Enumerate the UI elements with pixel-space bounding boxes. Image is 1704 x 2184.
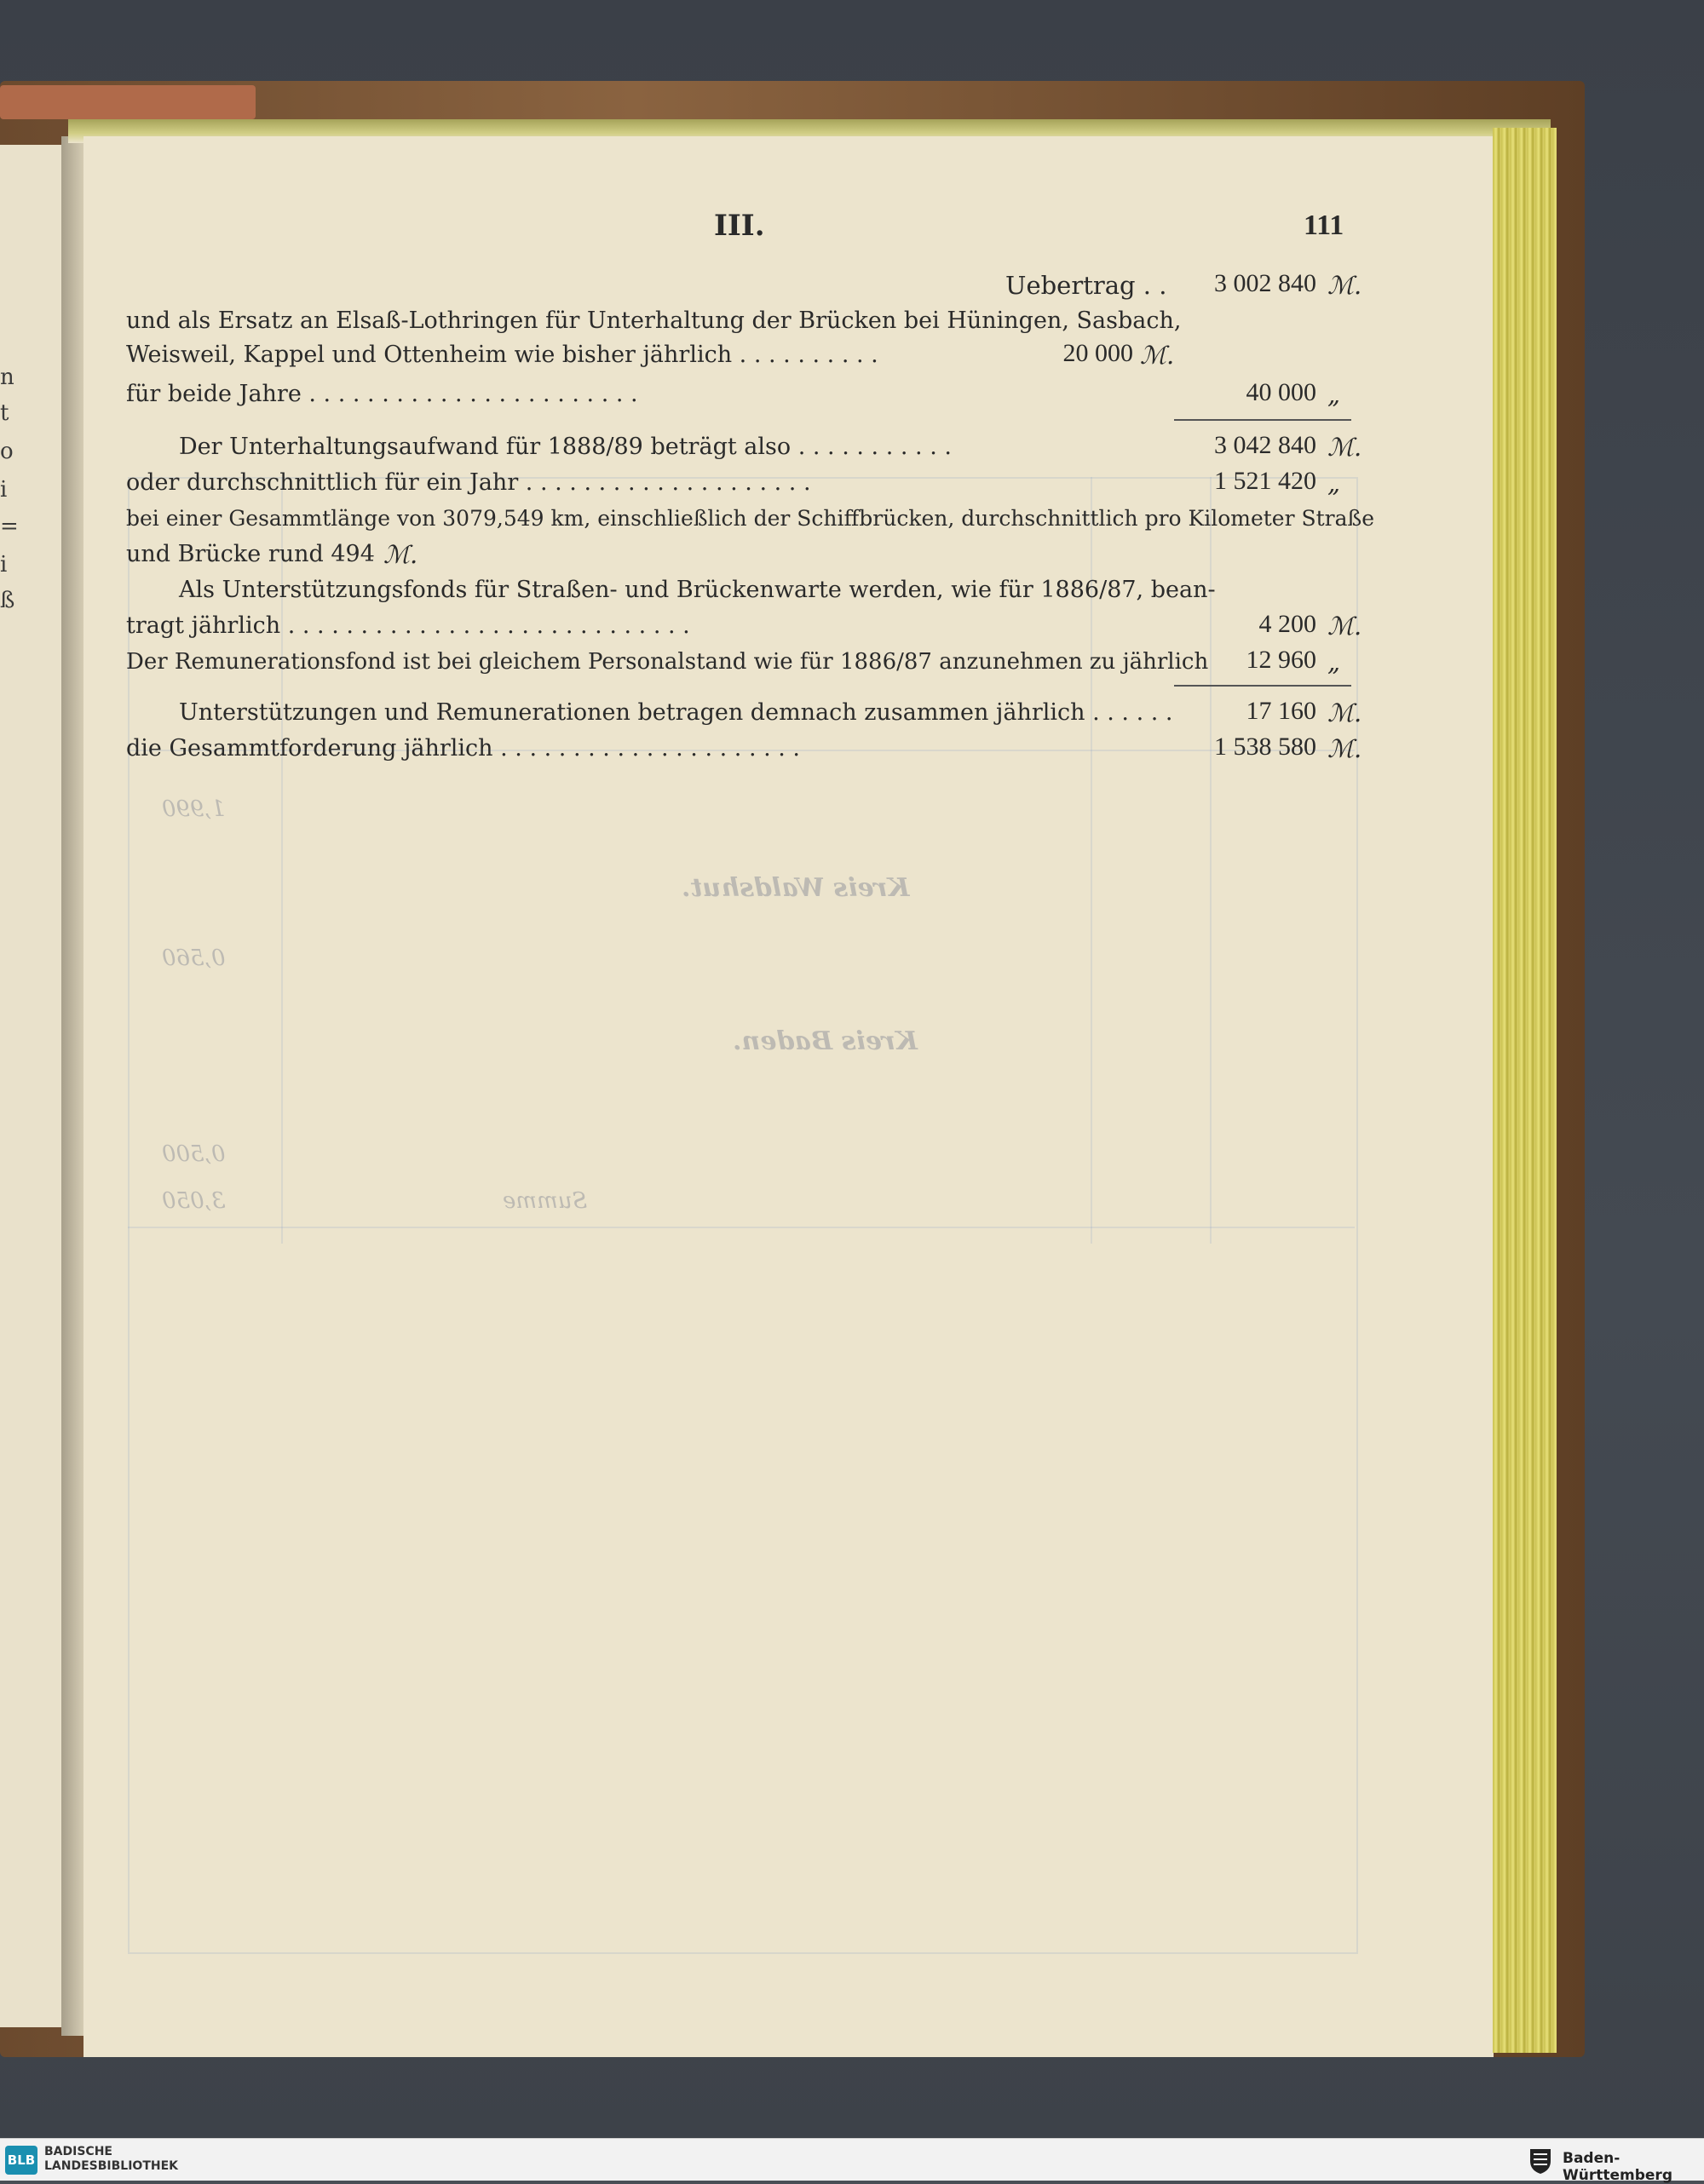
text-line: die Gesammtforderung jährlich . . . . . . . . . . . . . . . . . . . . .	[126, 735, 801, 762]
library-name-line: BADISCHE	[44, 2145, 112, 2158]
currency-unit: „	[1327, 647, 1341, 676]
bleed-through-rule	[128, 1227, 1355, 1228]
page-stack-edge	[1493, 128, 1557, 2053]
page-number: 111	[1304, 210, 1344, 241]
state-coat-of-arms-icon	[1525, 2147, 1556, 2175]
blb-logo[interactable]: BLB	[5, 2146, 37, 2175]
page-gutter	[61, 136, 85, 2036]
line-amount: 3 042 840	[1214, 431, 1316, 459]
text-line: Der Remunerationsfond ist bei gleichem Personalstand wie für 1886/87 anzunehmen zu jährlich	[126, 649, 1209, 675]
text-line: und als Ersatz an Elsaß-Lothringen für Unterhaltung der Brücken bei Hüningen, Sasbach,	[126, 307, 1182, 334]
line-amount: 4 200	[1258, 610, 1316, 638]
left-edge-glyph: =	[0, 514, 19, 539]
bleed-through-text: Summe	[503, 1188, 588, 1214]
text-line: und Brücke rund 494	[126, 541, 375, 567]
inline-amount: 20 000	[1062, 339, 1133, 367]
library-name-line: LANDESBIBLIOTHEK	[44, 2159, 179, 2173]
currency-unit: „	[1327, 380, 1341, 409]
currency-unit: ℳ.	[1327, 698, 1362, 727]
total-amount: 1 538 580	[1214, 733, 1316, 761]
library-name	[44, 2145, 178, 2174]
section-number: III.	[714, 209, 765, 243]
left-edge-glyph: t	[0, 400, 9, 426]
currency-unit: ℳ.	[1327, 271, 1362, 300]
currency-unit: „	[1327, 468, 1341, 497]
left-edge-glyph: n	[0, 365, 14, 390]
bleed-through-text: 0,500	[162, 1141, 226, 1167]
bleed-through-text: Kreis Baden.	[733, 1026, 918, 1056]
carryover-label: Uebertrag . .	[1005, 271, 1167, 300]
line-amount: 40 000	[1246, 378, 1316, 406]
sum-rule	[1174, 419, 1351, 421]
text-line: oder durchschnittlich für ein Jahr . . . . . . . . . . . . . . . . . . . .	[126, 469, 811, 496]
currency-unit: ℳ.	[383, 540, 418, 569]
bleed-through-text: 1,990	[162, 796, 226, 822]
carryover-amount: 3 002 840	[1214, 269, 1316, 297]
text-line: tragt jährlich . . . . . . . . . . . . . . . . . . . . . . . . . . . .	[126, 612, 690, 639]
line-amount: 1 521 420	[1214, 467, 1316, 495]
text-line: bei einer Gesammtlänge von 3079,549 km, einschließlich der Schiffbrücken, durchschnittlich pro Kilometer Straße	[126, 506, 1375, 531]
bleed-through-text: 3,050	[162, 1188, 226, 1214]
text-line: Unterstützungen und Remunerationen betragen demnach zusammen jährlich . . . . . .	[179, 699, 1173, 726]
currency-unit: ℳ.	[1327, 433, 1362, 462]
currency-unit: ℳ.	[1140, 341, 1175, 370]
book-spine-top	[0, 85, 256, 119]
line-amount: 17 160	[1246, 697, 1316, 725]
left-edge-glyph: i	[0, 477, 8, 503]
text-line: Als Unterstützungsfonds für Straßen- und Brückenwarte werden, wie für 1886/87, bean-	[179, 577, 1216, 603]
viewer-footer	[0, 2138, 1704, 2184]
sum-rule	[1174, 685, 1351, 687]
left-edge-glyph: ß	[0, 588, 15, 613]
left-page-edge	[0, 145, 61, 2027]
bleed-through-text: 0,560	[162, 945, 226, 971]
text-line: Weisweil, Kappel und Ottenheim wie bisher jährlich . . . . . . . . . .	[126, 342, 878, 368]
left-edge-glyph: o	[0, 439, 14, 464]
currency-unit: ℳ.	[1327, 612, 1362, 641]
state-name: Baden-Württemberg	[1563, 2150, 1672, 2184]
left-edge-glyph: i	[0, 552, 8, 578]
text-line: für beide Jahre . . . . . . . . . . . . . . . . . . . . . . .	[126, 381, 638, 407]
bleed-through-text: Kreis Waldshut.	[682, 873, 910, 903]
line-amount: 12 960	[1246, 646, 1316, 674]
currency-unit: ℳ.	[1327, 734, 1362, 763]
text-line: Der Unterhaltungsaufwand für 1888/89 beträgt also . . . . . . . . . . .	[179, 434, 952, 460]
